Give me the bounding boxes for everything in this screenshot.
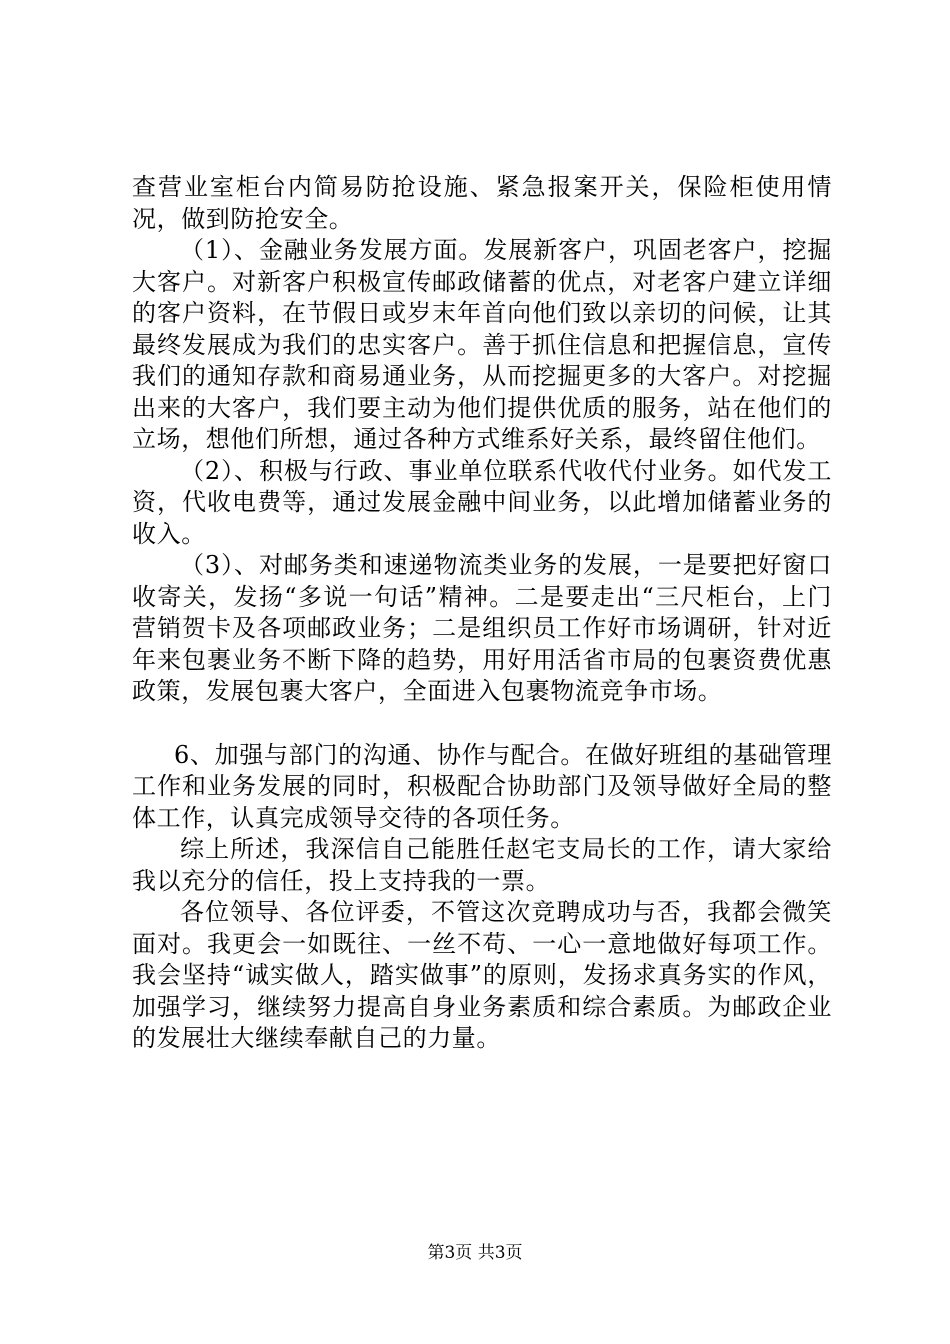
paragraph-agency-collection: （2）、积极与行政、事业单位联系代收代付业务。如代发工资，代收电费等，通过发展金融中间业务，以此增加储蓄业务的收入。 — [132, 456, 832, 548]
paragraph-continuation: 查营业室柜台内简易防抢设施、紧急报案开关，保险柜使用情况，做到防抢安全。 — [132, 173, 832, 233]
paragraph-summary: 综上所述，我深信自己能胜任赵宅支局长的工作，请大家给我以充分的信任，投上支持我的一票。 — [132, 835, 832, 895]
paragraph-closing: 各位领导、各位评委，不管这次竞聘成功与否，我都会微笑面对。我更会一如既往、一丝不苟、一心一意地做好每项工作。我会坚持“诚实做人，踏实做事”的原则，发扬求真务实的作风，加强学习，继续努力提高自身业务素质和综合素质。为邮政企业的发展壮大继续奉献自己的力量。 — [132, 898, 832, 1052]
page-number-label: 第3页 共3页 — [427, 1243, 523, 1263]
paragraph-postal-express: （3）、对邮务类和速递物流类业务的发展，一是要把好窗口收寄关，发扬“多说一句话”精神。二是要走出“三尺柜台，上门营销贺卡及各项邮政业务；二是组织员工作好市场调研，针对近年来包裹业务不断下降的趋势，用好用活省市局的包裹资费优惠政策，发展包裹大客户，全面进入包裹物流竞争市场。 — [132, 551, 832, 705]
paragraph-spacer — [132, 708, 832, 740]
page-footer — [0, 1242, 950, 1264]
document-body — [132, 172, 832, 1055]
paragraph-finance-business: （1）、金融业务发展方面。发展新客户，巩固老客户，挖掘大客户。对新客户积极宣传邮政储蓄的优点，对老客户建立详细的客户资料，在节假日或岁末年首向他们致以亲切的问候，让其最终发展成为我们的忠实客户。善于抓住信息和把握信息，宣传我们的通知存款和商易通业务，从而挖掘更多的大客户。对挖掘出来的大客户，我们要主动为他们提供优质的服务，站在他们的立场，想他们所想，通过各种方式维系好关系，最终留住他们。 — [132, 236, 832, 453]
paragraph-communication: 6、加强与部门的沟通、协作与配合。在做好班组的基础管理工作和业务发展的同时，积极配合协助部门及领导做好全局的整体工作，认真完成领导交待的各项任务。 — [132, 740, 832, 832]
